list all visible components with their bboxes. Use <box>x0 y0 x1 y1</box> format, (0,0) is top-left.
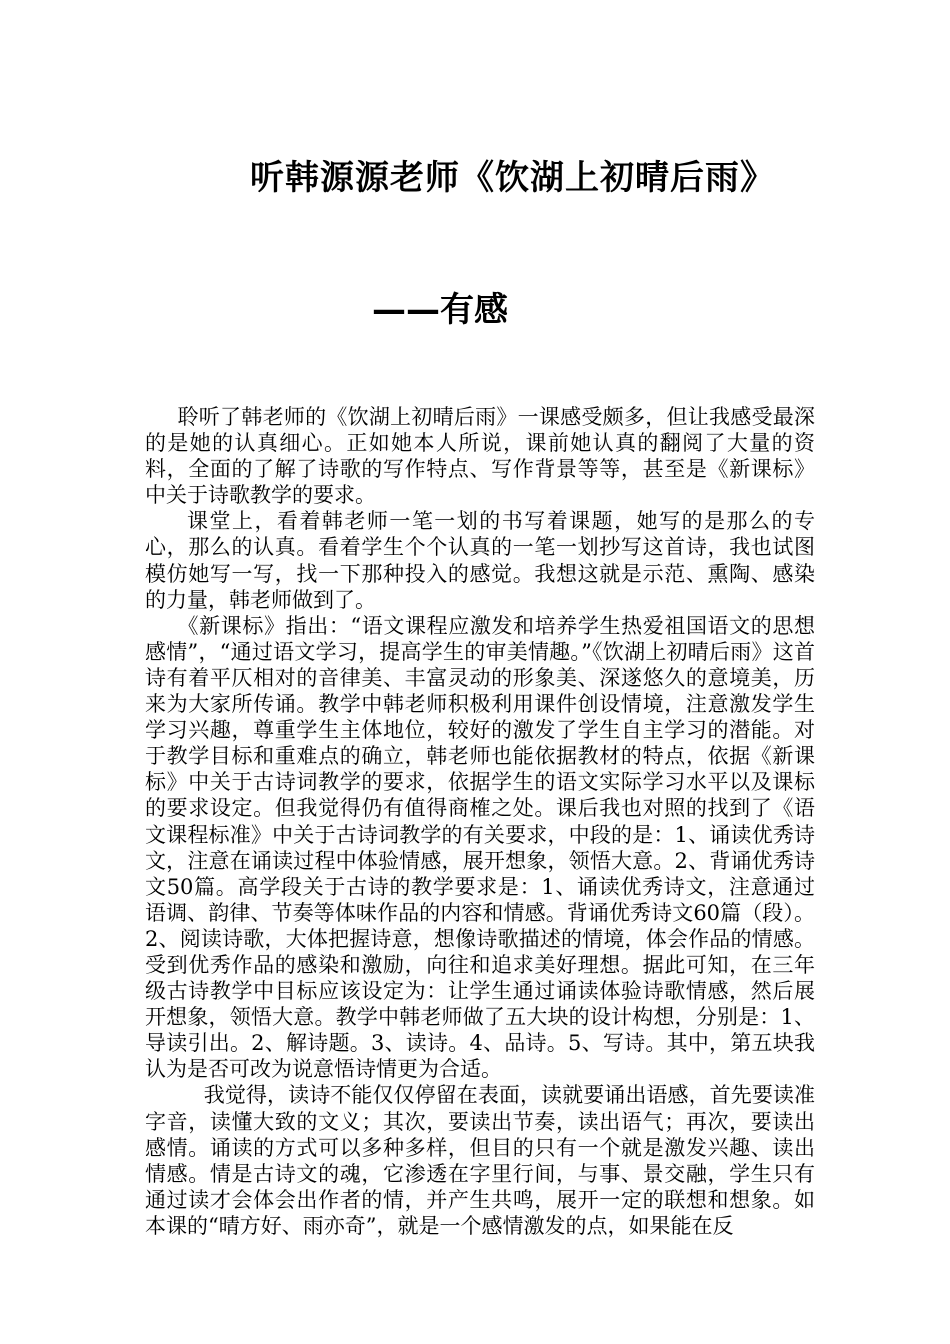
document-title: 听韩源源老师《饮湖上初晴后雨》 <box>250 158 775 198</box>
document-subtitle: ——有感 <box>372 290 508 330</box>
paragraph: 《新课标》指出：“语文课程应激发和培养学生热爱祖国语文的思想感情”，“通过语文学习，提高学生的审美情趣。”《饮湖上初晴后雨》这首诗有着平仄相对的音律美、丰富灵动的形象美、深遂悠久的意境美，历来为大家所传诵。教学中韩老师积极利用课件创设情境，注意激发学生学习兴趣，尊重学生主体地位，较好的激发了学生自主学习的潜能。对于教学目标和重难点的确立，韩老师也能依据教材的特点，依据《新课标》中关于古诗词教学的要求，依据学生的语文实际学习水平以及课标的要求设定。但我觉得仍有值得商榷之处。课后我也对照的找到了《语文课程标准》中关于古诗词教学的有关要求，中段的是：1、诵读优秀诗文，注意在诵读过程中体验情感，展开想象，领悟大意。2、背诵优秀诗文50篇。高学段关于古诗的教学要求是：1、诵读优秀诗文，注意通过语调、韵律、节奏等体味作品的内容和情感。背诵优秀诗文60篇（段）。2、阅读诗歌，大体把握诗意，想像诗歌描述的情境，体会作品的情感。受到优秀作品的感染和激励，向往和追求美好理想。据此可知，在三年级古诗教学中目标应该设定为：让学生通过诵读体验诗歌情感，然后展开想象，领悟大意。教学中韩老师做了五大块的设计构想，分别是：1、导读引出。2、解诗题。3、读诗。4、品诗。5、写诗。其中，第五块我认为是否可改为说意悟诗情更为合适。 <box>145 613 815 1082</box>
paragraph: 我觉得，读诗不能仅仅停留在表面，读就要诵出语感，首先要读准字音，读懂大致的文义；其次，要读出节奏，读出语气；再次，要读出感情。诵读的方式可以多种多样，但目的只有一个就是激发兴趣、读出情感。情是古诗文的魂，它渗透在字里行间，与事、景交融，学生只有通过读才会体会出作者的情，并产生共鸣，展开一定的联想和想象。如本课的“晴方好、雨亦奇”，就是一个感情激发的点，如果能在反 <box>145 1083 815 1238</box>
document-body <box>145 404 815 1239</box>
paragraph: 聆听了韩老师的《饮湖上初晴后雨》一课感受颇多，但让我感受最深的是她的认真细心。正如她本人所说，课前她认真的翻阅了大量的资料，全面的了解了诗歌的写作特点、写作背景等等，甚至是《新课标》中关于诗歌教学的要求。 <box>145 405 815 508</box>
paragraph: 课堂上，看着韩老师一笔一划的书写着课题，她写的是那么的专心，那么的认真。看着学生个个认真的一笔一划抄写这首诗，我也试图模仿她写一写，找一下那种投入的感觉。我想这就是示范、熏陶、感染的力量，韩老师做到了。 <box>145 509 815 612</box>
